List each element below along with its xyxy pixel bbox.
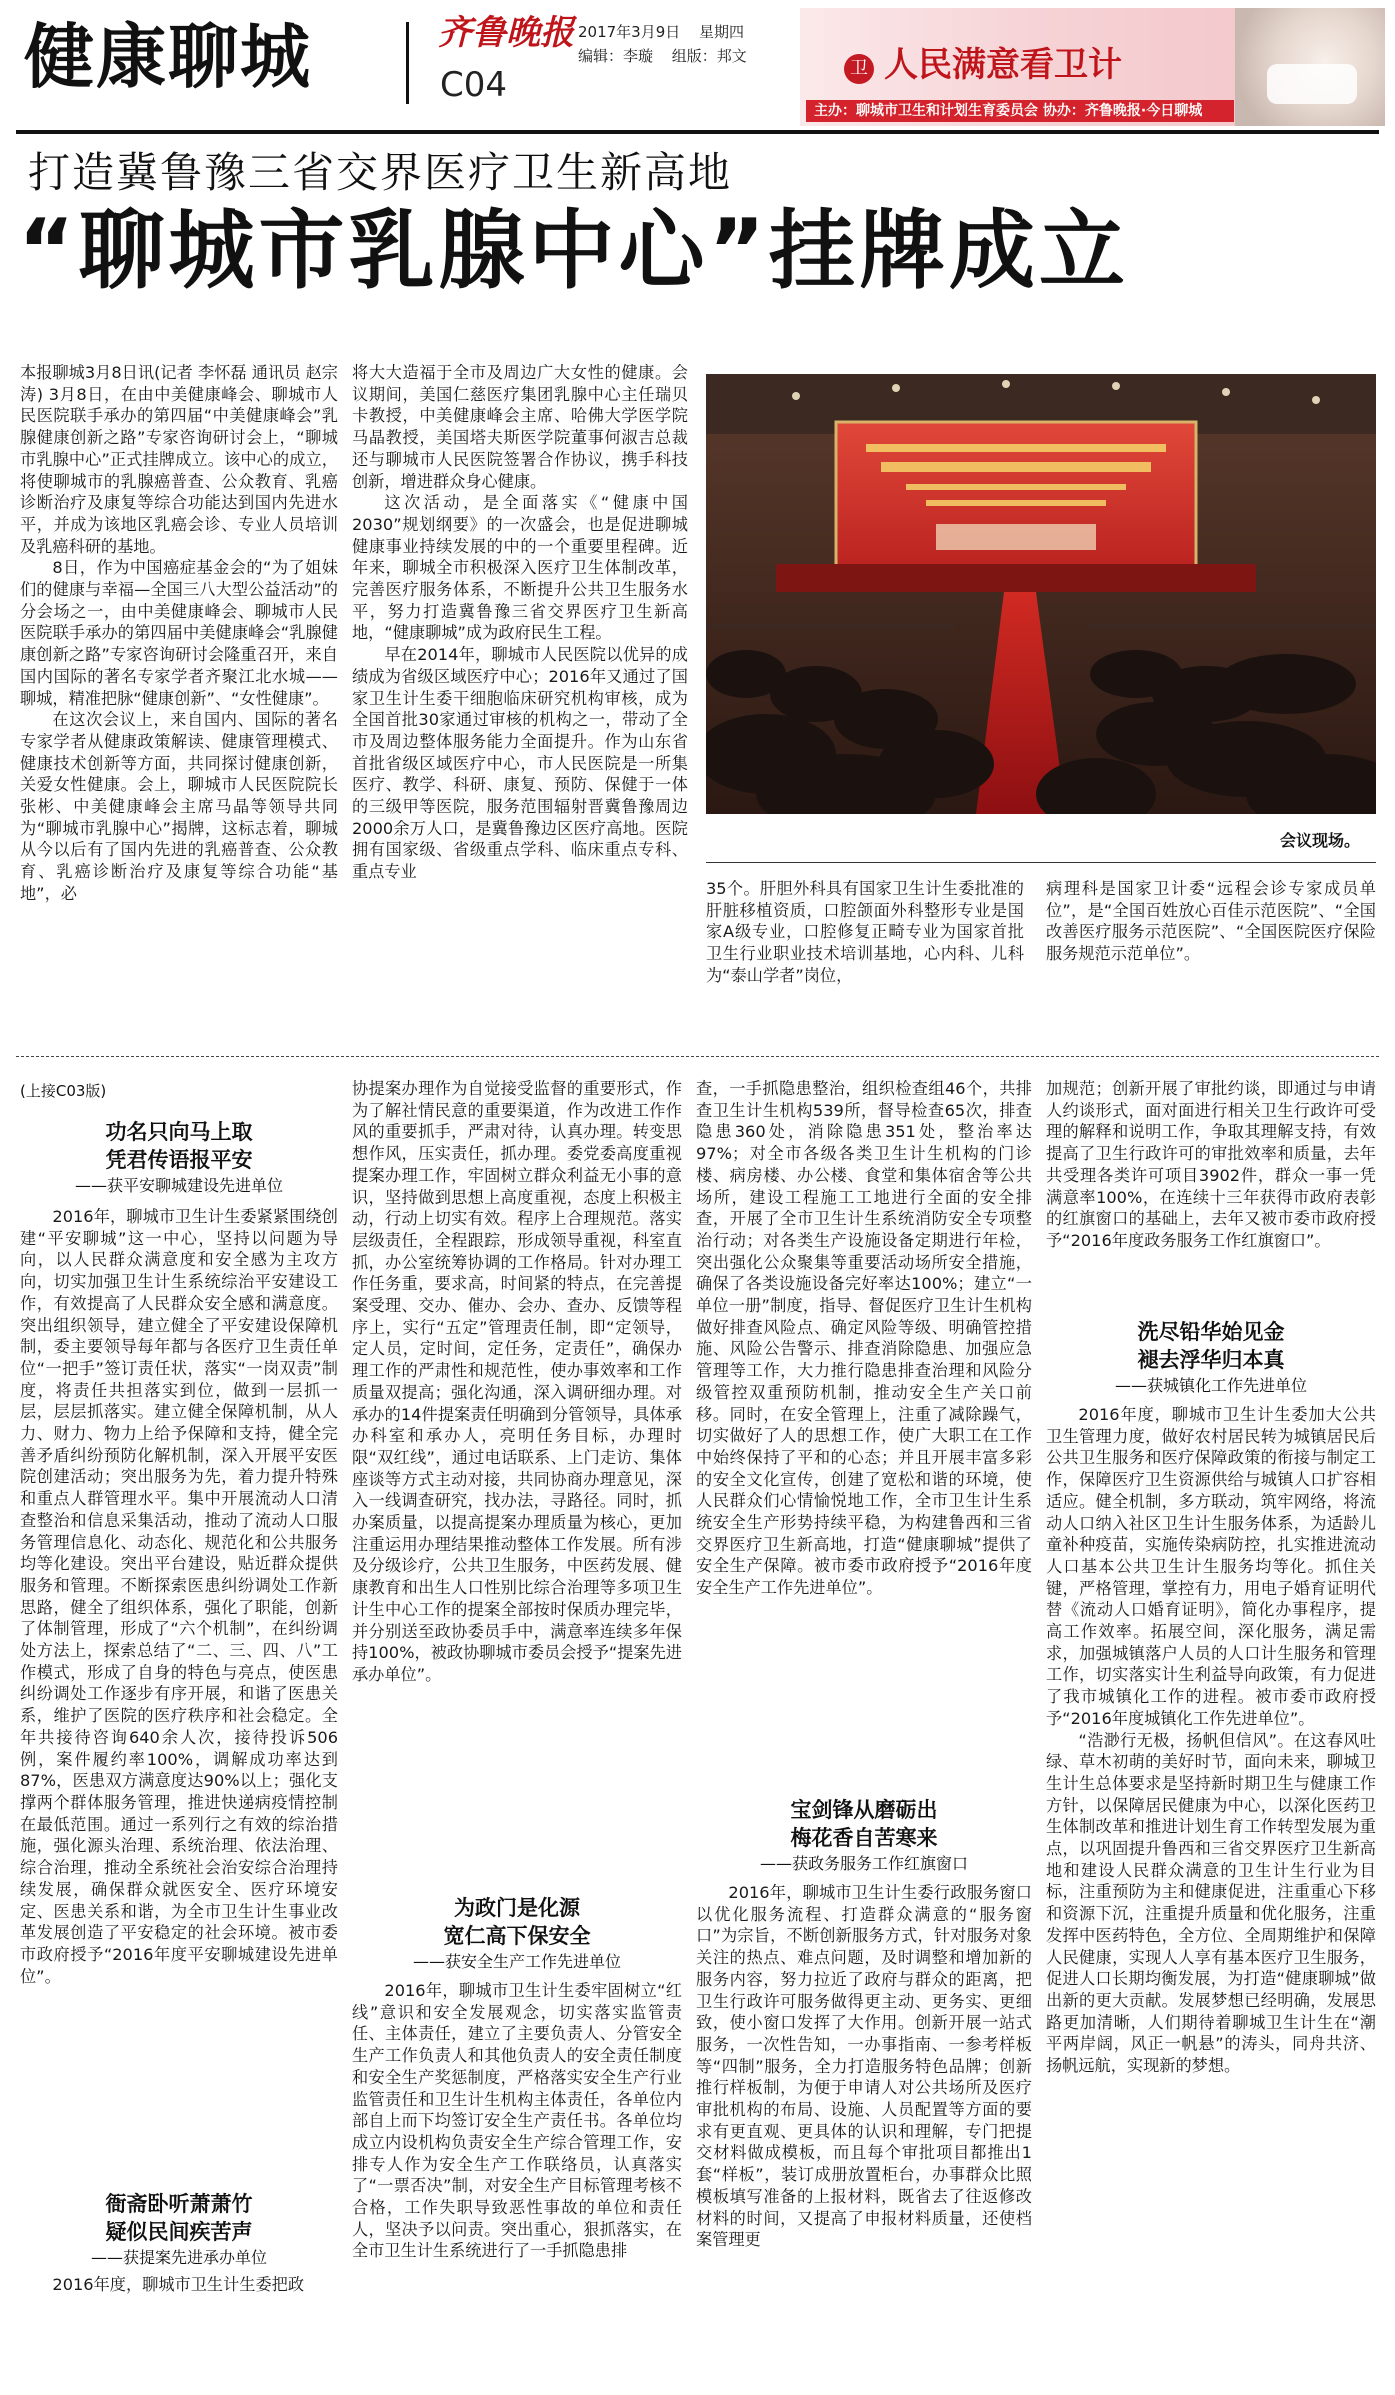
heading-line: 衙斋卧听萧萧竹 (105, 2192, 253, 2216)
article-byline: ——获平安聊城建设先进单位 (74, 1176, 283, 1195)
article-paragraph: 协提案办理作为自觉接受监督的重要形式，作为了解社情民意的重要渠道，作为改进工作作风的重要抓手，严肃对待，认真办理。转变思想作风，压实责任，抓办理。委党委高度重视提案办理工作，牢固树立群众利益无小事的意识，坚持做到思想上高度重视，态度上积极主动，行动上切实有效。程序上合理规范。落实层级责任，全程跟踪，形成领导重视，科室直抓，办公室统筹协调的工作格局。针对办理工作任务重，要求高，时间紧的特点，在完善提案受理、交办、催办、会办、查办、反馈等程序上，实行“五定”管理责任制，即“定领导，定人员，定时间，定任务，定责任”，确保办理工作的严肃性和规范性，使办事效率和工作质量双提高；强化沟通，深入调研细办理。对承办的14件提案责任明确到分管领导，具体承办科室和承办人，亮明任务目标，办理时限“双红线”，通过电话联系、上门走访、集体座谈等方式主动对接，共同协商办理意见，深入一线调查研究，找办法，寻路径。同时，抓办案质量，以提高提案办理质量为核心，更加注重运用办理结果推动整体工作发展。所有涉及分级诊疗，公共卫生服务，中医药发展、健康教育和出生人口性别比综合治理等多项卫生计生中心工作的提案全部按时保质办理完毕，并分别送至政协委员手中，满意率连续多年保持100%，被政协聊城市委员会授予“提案先进承办单位”。 (352, 1079, 682, 1684)
photo-bottom-rule (706, 862, 1376, 863)
conference-photo-image (706, 374, 1376, 814)
article-body-workplace-safety (352, 1980, 682, 2380)
lead-paragraph: 本报聊城3月8日讯(记者 李怀磊 通讯员 赵宗涛) 3月8日，在由中美健康峰会、聊城市人民医院联手承办的第四届“中美健康峰会”乳腺健康创新之路”专家咨询研讨会上，“聊城市乳腺中心”正式挂牌成立。该中心的成立，将使聊城市的乳腺癌普查、公众教育、乳癌诊断治疗及康复等综合功能达到国内先进水平，并成为该地区乳癌会诊、专业人员培训及乳癌科研的基地。 (20, 363, 338, 556)
article-paragraph: “浩渺行无极，扬帆但信风”。在这春风吐绿、草木初萌的美好时节，面向未来，聊城卫生计生总体要求是坚持新时期卫生与健康工作方针，以保障居民健康为中心，以深化医药卫生体制改革和推进计划生育工作转型发展为重点，以巩固提升鲁西和三省交界医疗卫生新高地和建设人民群众满意的卫生计生行业为目标，注重预防为主和健康促进，注重重心下移和资源下沉，注重提升质量和优化服务，注重发挥中医药特色，全方位、全周期维护和保障人民健康，实现人人享有基本医疗卫生服务，促进人口长期均衡发展，为打造“健康聊城”做出新的更大贡献。发展梦想已经明确，发展思路更加清晰，人们期待着聊城卫生计生在“潮平两岸阔，风正一帆悬”的涛头，同舟共济、扬帆远航，实现新的梦想。 (1046, 1730, 1376, 2076)
lead-column-1 (20, 362, 338, 1024)
heading-line: 为政门是化源 (454, 1896, 580, 1920)
heading-line: 洗尽铅华始见金 (1137, 1320, 1285, 1344)
masthead-rule (16, 130, 1379, 134)
lead-paragraph: 这次活动，是全面落实《“健康中国2030”规划纲要》的一次盛会，也是促进聊城健康事业持续发展的中的一个重要里程碑。近年来，聊城全市积极深入医疗卫生体制改革，完善医疗服务体系，不断提升公共卫生服务水平，努力打造冀鲁豫三省交界医疗卫生新高地，“健康聊城”成为政府民生工程。 (352, 493, 688, 643)
article-body-safety-city (20, 1206, 338, 2176)
editor-credit: 编辑：李璇 (578, 47, 654, 65)
article-heading-safety-city (20, 1118, 338, 1198)
page-number: C04 (440, 65, 508, 105)
heading-line: 凭君传语报平安 (105, 1148, 253, 1172)
article-heading-workplace-safety (352, 1894, 682, 1974)
heading-line: 宽仁高下保安全 (443, 1924, 591, 1948)
conference-photo (706, 374, 1376, 814)
article-paragraph: 查，一手抓隐患整治，组织检查组46个，共排查卫生计生机构539所，督导检查65次，排查隐患360处，消除隐患351处，整治率达97%；对全市各级各类卫生计生机构的门诊楼、病房楼、办公楼、食堂和集体宿舍等公共场所，建设工程施工工地进行全面的安全排查，开展了全市卫生计生系统消防安全专项整治行动；对各类生产设施设备定期进行年检，突出强化公众聚集等重要活动场所安全措施，确保了各类设施设备完好率达100%；建立“一单位一册”制度，指导、督促医疗卫生计生机构做好排查风险点、确定风险等级、明确管控措施、风险公告警示、排查消除隐患、加强应急管理等工作，大力推行隐患排查治理和风险分级管控双重预防机制，推动安全生产关口前移。同时，在安全管理上，注重了减除躁气，切实做好了人的思想工作，使广大职工在工作中始终保持了平和的心态；并且开展丰富多彩的安全文化宣传，创建了宽松和谐的环境，使人民群众们心情愉悦地工作，全市卫生计生系统安全生产形势持续平稳，为构建鲁西和三省交界医疗卫生新高地，打造“健康聊城”提供了安全生产保障。被市委市政府授予“2016年度安全生产工作先进单位”。 (696, 1079, 1032, 1598)
banner-sponsor: 主办：聊城市卫生和计划生育委员会 协办：齐鲁晚报·今日聊城 (806, 100, 1234, 122)
lead-paragraph: 在这次会议上，来自国内、国际的著名专家学者从健康政策解读、健康管理模式、健康技术创新等方面，共同探讨健康创新，关爱女性健康。会上，聊城市人民医院院长张彬、中美健康峰会主席马晶等领导共同为“聊城市乳腺中心”揭牌，这标志着，聊城从今以后有了国内先进的乳癌普查、公众教育、乳癌诊断治疗及康复等综合功能“基地”，必 (20, 710, 338, 903)
banner-mask-shape (1267, 64, 1357, 104)
article-byline: ——获政务服务工作红旗窗口 (759, 1854, 968, 1873)
lead-paragraph: 病理科是国家卫计委“远程会诊专家成员单位”，是“全国百姓放心百佳示范医院”、“全国改善医疗服务示范医院”、“全国医院医疗保险服务规范示范单位”。 (1046, 879, 1376, 964)
heading-line: 疑似民间疾苦声 (105, 2220, 253, 2244)
section-title: 健康聊城 (24, 16, 312, 98)
article-body-proposal-cont (352, 1078, 682, 1868)
article-paragraph: 2016年度，聊城市卫生计生委把政 (52, 2275, 305, 2294)
lead-column-3 (706, 878, 1024, 1026)
article-paragraph: 2016年，聊城市卫生计生委紧紧围绕创建“平安聊城”这一中心，坚持以问题为导向，以人民群众满意度和安全感为主攻方向，切实加强卫生计生系统综治平安建设工作，有效提高了人民群众安全感和满意度。突出组织领导，建立健全了平安建设保障机制，委主要领导每年都与各医疗卫生责任单位“一把手”签订责任状，落实“一岗双责”制度，将责任共担落实到位，做到一层抓一层，层层抓落实。建立健全保障机制，从人力、财力、物力上给予保障和支持，健全完善矛盾纠纷预防化解机制，深入开展平安医院创建活动；突出服务为先，着力提升特殊和重点人群管理水平。集中开展流动人口清查整治和信息采集活动，推动了流动人口服务管理信息化、动态化、规范化和公共服务均等化建设。突出平台建设，贴近群众提供服务和管理。不断探索医患纠纷调处工作新思路，健全了组织体系，强化了职能，创新了体制管理，形成了“六个机制”，在纠纷调处方法上，探索总结了“二、三、四、八”工作模式，形成了自身的特色与亮点，使医患纠纷调处工作逐步有序开展，和谐了医患关系，维护了医院的医疗秩序和社会稳定。全年共接待咨询640余人次，接待投诉506例，案件履约率100%，调解成功率达到87%，医患双方满意度达90%以上；强化支撑两个群体服务管理，推进快递病疫情控制在最低范围。通过一系列行之有效的综治措施，强化源头治理、系统治理、依法治理、综合治理，推动全系统社会治安综合治理持续发展，确保群众就医安全、医疗环境安定、医患关系和谐，为全市卫生计生事业改革发展创造了平安稳定的社会环境。被市委市政府授予“2016年度平安聊城建设先进单位”。 (20, 1207, 338, 1986)
campaign-banner (800, 8, 1385, 126)
lead-column-2 (352, 362, 688, 1024)
article-heading-urbanization (1046, 1318, 1376, 1398)
photo-caption: 会议现场。 (1280, 831, 1361, 850)
section-divider (16, 1056, 1379, 1058)
banner-title: 人民满意看卫计 (884, 45, 1122, 85)
article-paragraph: 2016年，聊城市卫生计生委牢固树立“红线”意识和安全发展观念，切实落实监管责任、主体责任，建立了主要负责人、分管安全生产工作负责人和其他负责人的安全责任制度和安全生产奖惩制度，严格落实安全生产行业监管责任和卫生计生机构主体责任，各单位内部自上而下均签订安全生产责任书。各单位均成立内设机构负责安全生产综合管理工作，安排专人作为安全生产工作联络员，认真落实了“一票否决”制，对安全生产目标管理考核不合格，工作失职导致恶性事故的单位和责任人，坚决予以问责。突出重心，狠抓落实，在全市卫生计生系统进行了一手抓隐患排 (352, 1981, 682, 2261)
article-paragraph: 2016年，聊城市卫生计生委行政服务窗口以优化服务流程、打造群众满意的“服务窗口”为宗旨，不断创新服务方式，针对服务对象关注的热点、难点问题，及时调整和增加新的服务内容，努力拉近了政府与群众的距离，把卫生行政许可服务做得更主动、更务实、更细致，使小窗口发挥了大作用。创新开展一站式服务，一次性告知，一办事指南、一参考样板等“四制”服务，全力打造服务特色品牌；创新推行样板制，为便于申请人对公共场所及医疗审批机构的布局、设施、人员配置等方面的要求有更直观、更具体的认识和理解，专门把提交材料做成模板，而且每个审批项目都推出1套“样板”，装订成册放置柜台，办事群众比照模板填写准备的上报材料，既省去了往返修改材料的时间，又提高了申报材料质量，还使档案管理更 (696, 1883, 1032, 2250)
article-byline: ——获安全生产工作先进单位 (412, 1952, 621, 1971)
article-body-proposal-start (20, 2274, 338, 2304)
article-paragraph: 2016年度，聊城市卫生计生委加大公共卫生管理力度，做好农村居民转为城镇居民后公共卫生服务和医疗保障政策的衔接与制定工作，保障医疗卫生资源供给与城镇人口扩容相适应。健全机制，多方联动，筑牢网络，将流动人口纳入社区卫生计生服务体系，为适龄儿童补种疫苗，实施传染病防控，扎实推进流动人口基本公共卫生计生服务均等化。抓住关键，严格管理，掌控有力，用电子婚育证明代替《流动人口婚育证明》，简化办事程序，提高工作效率。拓展空间，深化服务，满足需求，加强城镇落户人员的人口计生服务和管理工作，切实落实计生利益导向政策，有力促进了我市城镇化工作的进程。被市委市政府授予“2016年度城镇化工作先进单位”。 (1046, 1405, 1376, 1728)
lead-paragraph: 早在2014年，聊城市人民医院以优异的成绩成为省级区域医疗中心；2016年又通过了国家卫生计生委干细胞临床研究机构审核，成为全国首批30家通过审核的机构之一，带动了全市及周边整体服务能力全面提升。作为山东省首批省级区域医疗中心，市人民医院是一所集医疗、教学、科研、康复、预防、保健于一体的三级甲等医院，服务范围辐射晋冀鲁豫周边2000余万人口，是冀鲁豫边区医疗高地。医院拥有国家级、省级重点学科、临床重点专科、重点专业 (352, 645, 688, 882)
article-byline: ——获城镇化工作先进单位 (1114, 1376, 1307, 1395)
issue-weekday: 星期四 (699, 23, 745, 41)
lead-paragraph: 35个。肝胆外科具有国家卫生计生委批准的肝脏移植资质，口腔颌面外科整形专业是国家A级专业，口腔修复正畸专业为国家首批卫生行业职业技术培训基地，心内科、儿科为“泰山学者”岗位， (706, 879, 1024, 985)
lead-column-4 (1046, 878, 1376, 1026)
heading-line: 褪去浮华归本真 (1137, 1348, 1285, 1372)
headline-kicker: 打造冀鲁豫三省交界医疗卫生新高地 (28, 148, 733, 197)
article-body-service-window-cont (1046, 1078, 1376, 1304)
masthead-divider (406, 22, 409, 104)
main-headline: “聊城市乳腺中心”挂牌成立 (18, 201, 1130, 301)
layout-credit: 组版：邦文 (671, 47, 747, 65)
article-paragraph: 加规范；创新开展了审批约谈，即通过与申请人约谈形式，面对面进行相关卫生行政许可受理的解释和说明工作，争取其理解支持，有效提高了卫生行政许可的审批效率和质量，去年共受理各类许可项目3902件，群众一事一凭满意率100%，在连续十三年获得市政府表彰的红旗窗口的基础上，去年又被市委市政府授予“2016年度政务服务工作红旗窗口”。 (1046, 1079, 1376, 1250)
heading-line: 功名只向马上取 (105, 1120, 253, 1144)
issue-date: 2017年3月9日 (578, 23, 681, 41)
article-body-urbanization (1046, 1404, 1376, 2382)
article-body-workplace-safety-cont (696, 1078, 1032, 1788)
heading-line: 宝剑锋从磨砺出 (790, 1798, 938, 1822)
health-logo-icon: 卫 (844, 54, 874, 84)
lead-paragraph: 将大大造福于全市及周边广大女性的健康。会议期间，美国仁慈医疗集团乳腺中心主任瑞贝卡教授，中美健康峰会主席、哈佛大学医学院马晶教授，美国塔夫斯医学院董事何淑吉总裁还与聊城市人民医院签署合作协议，携手科技创新，增进群众身心健康。 (352, 363, 688, 491)
lead-paragraph: 8日，作为中国癌症基金会的“为了姐妹们的健康与幸福—全国三八大型公益活动”的分会场之一，由中美健康峰会、聊城市人民医院联手承办的第四届中美健康峰会“乳腺健康创新之路”专家咨询研讨会隆重召开，来自国内国际的著名专家学者齐聚江北水城——聊城，精准把脉“健康创新”、“女性健康”。 (20, 558, 338, 708)
article-heading-proposal (20, 2190, 338, 2270)
article-body-service-window (696, 1882, 1032, 2378)
continued-from-note: (上接C03版) (20, 1082, 107, 1100)
article-byline: ——获提案先进承办单位 (90, 2248, 267, 2267)
paper-logo: 齐鲁晚报 (438, 13, 574, 53)
heading-line: 梅花香自苦寒来 (790, 1826, 938, 1850)
article-heading-service-window (696, 1796, 1032, 1876)
masthead-meta (578, 20, 761, 68)
